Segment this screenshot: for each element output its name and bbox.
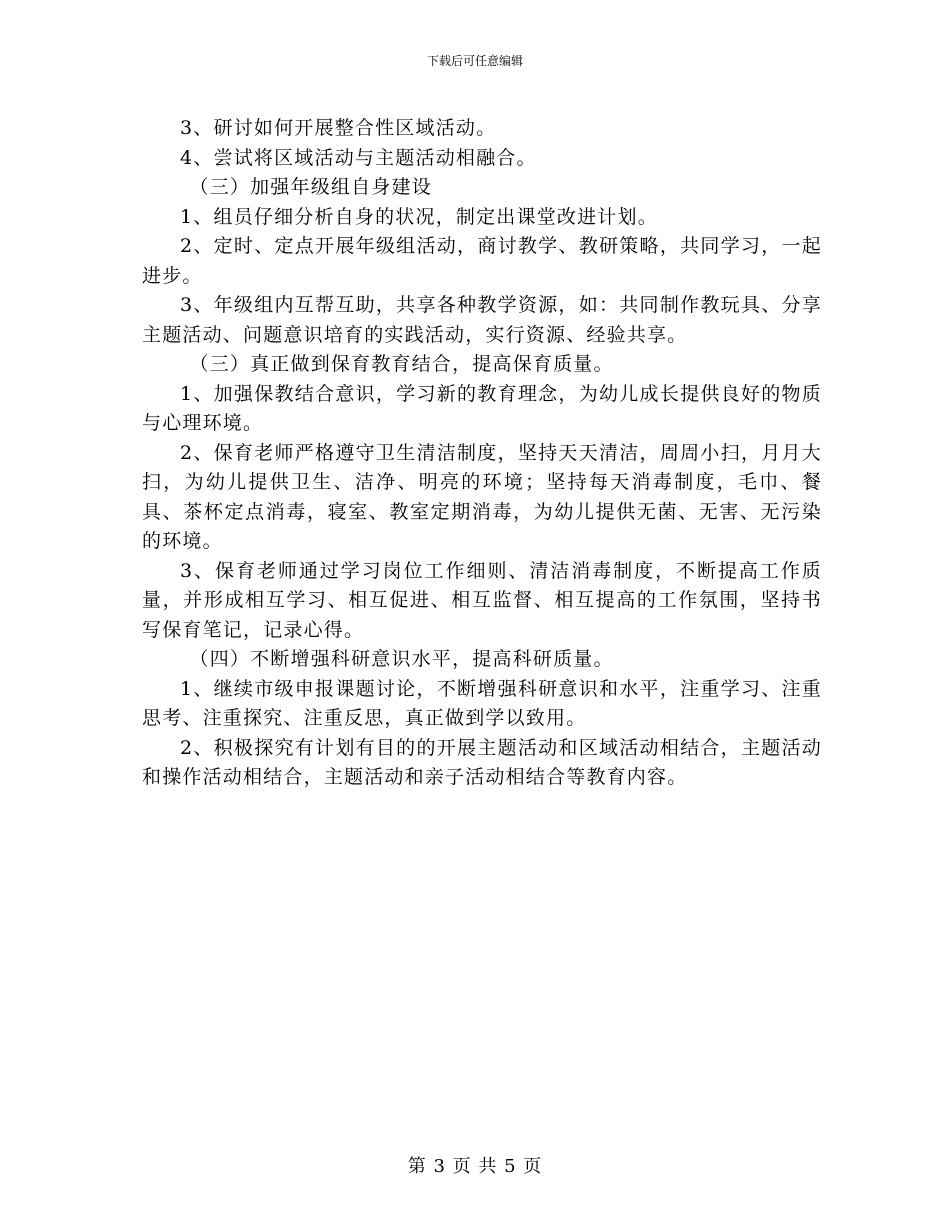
section-heading-care-education: （三）真正做到保育教育结合，提高保育质量。 — [189, 353, 614, 375]
paragraph-area-activity-3: 3、研讨如何开展整合性区域活动。 — [180, 117, 497, 139]
paragraph-grade-group-3: 3、年级组内互帮互助，共享各种教学资源，如：共同制作教玩具、分享主题活动、问题意识培育的实践活动，实行资源、经验共享。 — [142, 294, 822, 346]
page-number-footer: 第 3 页 共 5 页 — [407, 1156, 543, 1177]
section-heading-grade-group: （三）加强年级组自身建设 — [189, 176, 432, 198]
paragraph-care-education-2: 2、保育老师严格遵守卫生清洁制度，坚持天天清洁，周周小扫，月月大扫，为幼儿提供卫生、洁净、明亮的环境；坚持每天消毒制度，毛巾、餐具、茶杯定点消毒，寝室、教室定期消毒，为幼儿提供无菌、无害、无污染的环境。 — [142, 441, 822, 552]
paragraph-care-education-3: 3、保育老师通过学习岗位工作细则、清洁消毒制度，不断提高工作质量，并形成相互学习、相互促进、相互监督、相互提高的工作氛围，坚持书写保育笔记，记录心得。 — [142, 559, 822, 641]
paragraph-research-2: 2、积极探究有计划有目的的开展主题活动和区域活动相结合，主题活动和操作活动相结合，主题活动和亲子活动相结合等教育内容。 — [142, 736, 822, 788]
document-body — [142, 114, 822, 793]
paragraph-grade-group-2: 2、定时、定点开展年级组活动，商讨教学、教研策略，共同学习，一起进步。 — [142, 235, 822, 287]
paragraph-care-education-1: 1、加强保教结合意识，学习新的教育理念，为幼儿成长提供良好的物质与心理环境。 — [142, 382, 822, 434]
page-header-note: 下载后可任意编辑 — [426, 54, 523, 68]
paragraph-area-activity-4: 4、尝试将区域活动与主题活动相融合。 — [180, 146, 537, 169]
section-heading-research: （四）不断增强科研意识水平，提高科研质量。 — [189, 648, 614, 670]
paragraph-grade-group-1: 1、组员仔细分析自身的状况，制定出课堂改进计划。 — [180, 205, 658, 228]
paragraph-research-1: 1、继续市级申报课题讨论，不断增强科研意识和水平，注重学习、注重思考、注重探究、注重反思，真正做到学以致用。 — [142, 677, 822, 729]
